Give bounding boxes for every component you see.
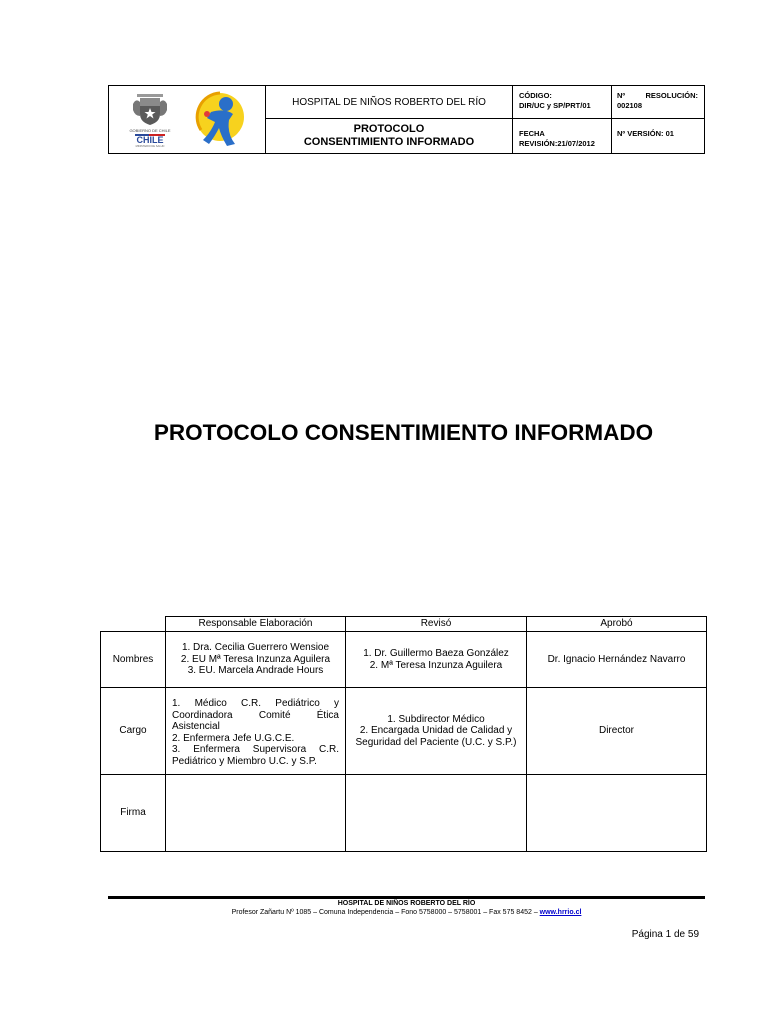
list-item: 2. Mª Teresa Inzunza Aguilera — [369, 659, 503, 671]
codigo-label: CÓDIGO: — [519, 91, 552, 100]
codigo-cell — [513, 86, 612, 119]
firma-elaboracion[interactable] — [166, 775, 345, 851]
list-item: 3. Enfermera Supervisora C.R. Pediátrico y Miembro U.C. y S.P. — [172, 744, 339, 767]
fecha-cell — [513, 119, 612, 153]
nombres-reviso — [346, 632, 526, 687]
footer-address-text: Profesor Zañartu Nº 1085 – Comuna Independencia – Fono 5758000 – 5758001 – Fax 575 8452 – — [231, 909, 540, 916]
codigo-value: DIR/UC y SP/PRT/01 — [519, 101, 591, 110]
seal-text: GOBIERNO DE CHILE — [129, 128, 171, 133]
cargo-elaboracion — [172, 698, 339, 767]
list-item: 3. EU. Marcela Andrade Hours — [187, 665, 324, 677]
version-cell — [612, 119, 704, 153]
fecha-value: REVISIÓN:21/07/2012 — [519, 139, 595, 148]
hospital-name: HOSPITAL DE NIÑOS ROBERTO DEL RÍO — [292, 96, 486, 108]
logo-cell — [109, 86, 266, 153]
row-label-nombres: Nombres — [112, 653, 154, 665]
footer-divider — [108, 896, 705, 899]
cargo-reviso — [346, 688, 526, 774]
list-item: 2. Encargada Unidad de Calidad y — [359, 725, 513, 737]
page-number: Página 1 de 59 — [631, 929, 699, 940]
list-item: 2. Enfermera Jefe U.G.C.E. — [172, 732, 295, 744]
nombres-aprobo: Dr. Ignacio Hernández Navarro — [547, 653, 686, 665]
resolucion-cell — [612, 86, 704, 119]
list-item: 1. Dra. Cecilia Guerrero Wensioe — [181, 642, 330, 654]
col-header-elaboracion: Responsable Elaboración — [198, 618, 313, 630]
firma-aprobo[interactable] — [527, 775, 706, 851]
footer-website-link[interactable]: www.hrrio.cl — [539, 909, 582, 916]
col-header-aprobo: Aprobó — [600, 618, 633, 630]
list-item: 1. Médico C.R. Pediátrico y Coordinadora Comité Ética Asistencial — [172, 698, 339, 732]
protocol-line2: CONSENTIMIENTO INFORMADO — [303, 136, 475, 148]
nombres-elaboracion — [166, 632, 345, 687]
version-value: Nº VERSIÓN: 01 — [617, 129, 674, 138]
fecha-label: FECHA — [519, 129, 545, 138]
resolucion-label-left: Nº — [617, 91, 626, 100]
hospital-logo-icon — [191, 90, 249, 148]
seal-subtext: MINISTERIO DE SALUD — [135, 145, 165, 148]
list-item: 1. Subdirector Médico — [387, 713, 485, 725]
approvals-table — [100, 616, 707, 852]
row-label-firma: Firma — [120, 807, 146, 819]
resolucion-value: 002108 — [617, 101, 643, 110]
svg-text:CHILE: CHILE — [136, 135, 164, 145]
resolucion-label-right: RESOLUCIÓN: — [645, 91, 698, 100]
document-title: PROTOCOLO CONSENTIMIENTO INFORMADO — [153, 420, 654, 445]
footer-hospital-name: HOSPITAL DE NIÑOS ROBERTO DEL RÍO — [337, 900, 476, 907]
cargo-aprobo: Director — [598, 725, 634, 737]
firma-reviso[interactable] — [346, 775, 526, 851]
gobierno-de-chile-seal-icon — [127, 94, 173, 148]
protocol-line1: PROTOCOLO — [353, 123, 425, 135]
col-header-reviso: Revisó — [420, 618, 452, 630]
list-item: 2. EU Mª Teresa Inzunza Aguilera — [180, 653, 331, 665]
row-label-cargo: Cargo — [119, 725, 147, 737]
protocol-title-cell — [266, 119, 513, 153]
footer-address — [108, 909, 705, 916]
list-item: Seguridad del Paciente (U.C. y S.P.) — [355, 736, 517, 748]
list-item: 1. Dr. Guillermo Baeza González — [363, 648, 509, 659]
document-header — [108, 85, 705, 154]
hospital-name-cell — [266, 86, 513, 119]
